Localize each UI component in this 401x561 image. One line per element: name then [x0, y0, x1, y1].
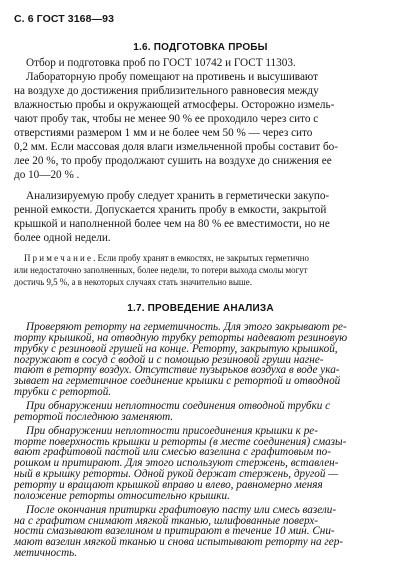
paragraph-line: После окончания притирки графитовую пасту или смесь вазели- — [26, 503, 337, 516]
paragraph-line: отверстиями размером 1 мм и не более чем 50 % — через сито — [14, 127, 313, 139]
paragraph-line: более одной недели. — [14, 232, 111, 244]
paragraph-line: мают вазелин мягкой тканью и снова испытывают реторту на гер- — [14, 536, 344, 549]
paragraph-line: Анализируемую пробу следует хранить в герметически закупо- — [26, 190, 330, 202]
paragraph-line: 0,2 мм. Если массовая доля влаги измельченной пробы составит бо- — [14, 141, 338, 153]
paragraph-line: рошком и притирают. Для этого используют стержень, вставлен- — [14, 457, 339, 470]
paragraph-line: метичность. — [14, 547, 78, 559]
section-heading-1-7: 1.7. ПРОВЕДЕНИЕ АНАЛИЗА — [127, 303, 274, 314]
paragraph-line: трубки с ретортой. — [14, 386, 112, 398]
paragraph-line: чают пробу так, чтобы не менее 90 % ее проходило через сито с — [14, 113, 319, 125]
section-heading-1-6: 1.6. ПОДГОТОВКА ПРОБЫ — [133, 42, 268, 53]
paragraph-line: трубку с резиновой грушей на конце. Реторту, закрытую крышкой, — [14, 342, 338, 355]
paragraph-line: Лабораторную пробу помещают на противень и высушивают — [26, 71, 319, 83]
paragraph-line: Проверяют реторту на герметичность. Для этого закрывают ре- — [26, 321, 347, 333]
paragraph-line: вают графитовой пастой или смесью вазелина с графитовым по- — [14, 446, 331, 459]
note-line: или недостаточно заполненных, более недели, то потери выхода смолы могут — [14, 265, 308, 275]
paragraph-line: до 10—20 % . — [14, 169, 80, 181]
paragraph-line: крышкой и наполненной более чем на 80 % ее вместимости, но не — [14, 218, 330, 230]
paragraph-line: лее 20 %, то пробу продолжают сушить на воздухе до снижения ее — [14, 155, 332, 167]
paragraph-line: При обнаружении неплотности соединения отводной трубки с — [26, 399, 331, 412]
paragraph-line: положение реторты относительно крышки. — [14, 489, 230, 502]
paragraph-line: ности смазывают вазелином и притирают в течение 10 мин. Сни- — [14, 525, 335, 538]
paragraph-line: ный в крышку реторты. Одной рукой держат стержень, другой — — [14, 468, 339, 481]
note-line: П р и м е ч а н и е . Если пробу хранят в емкостях, не закрытых герметично — [24, 253, 309, 263]
paragraph-line: на воздухе до достижения приблизительного равновесия между — [14, 85, 319, 97]
paragraph-line: торту крышкой, на отводную трубку реторты надевают резиновую — [14, 331, 348, 344]
paragraph-line: торте поверхность крышки и реторты (в месте соединения) смазы- — [14, 435, 347, 448]
note-line: достичь 9,5 %, а в некоторых случаях стать значительно выше. — [14, 277, 252, 287]
paragraph-line: тают в реторту воздух. Отсутствие пузырьков воздуха в воде ука- — [14, 364, 340, 377]
paragraph-line: ренной емкости. Допускается хранить пробу в емкости, закрытой — [14, 204, 327, 216]
paragraph-line: зывает на герметичное соединение крышки с ретортой и отводной — [14, 375, 341, 388]
paragraph-line: При обнаружении неплотности присоединения крышки к ре- — [26, 424, 318, 437]
paragraph-line: на с графитом снимают мягкой тканью, шлифованные поверх- — [14, 514, 319, 527]
paragraph-line: влажностью пробы и окружающей атмосферы. Осторожно измель- — [14, 99, 335, 111]
paragraph-line: реторту и вращают крышкой вправо и влево, равномерно меняя — [14, 478, 323, 491]
paragraph-line: ретортой последнюю заменяют. — [14, 410, 174, 423]
running-head: С. 6 ГОСТ 3168—93 — [14, 13, 115, 25]
paragraph-line: погружают в сосуд с водой и с помощью резиновой груши нагне- — [14, 353, 324, 366]
paragraph-line: Отбор и подготовка проб по ГОСТ 10742 и ГОСТ 11303. — [26, 57, 296, 69]
